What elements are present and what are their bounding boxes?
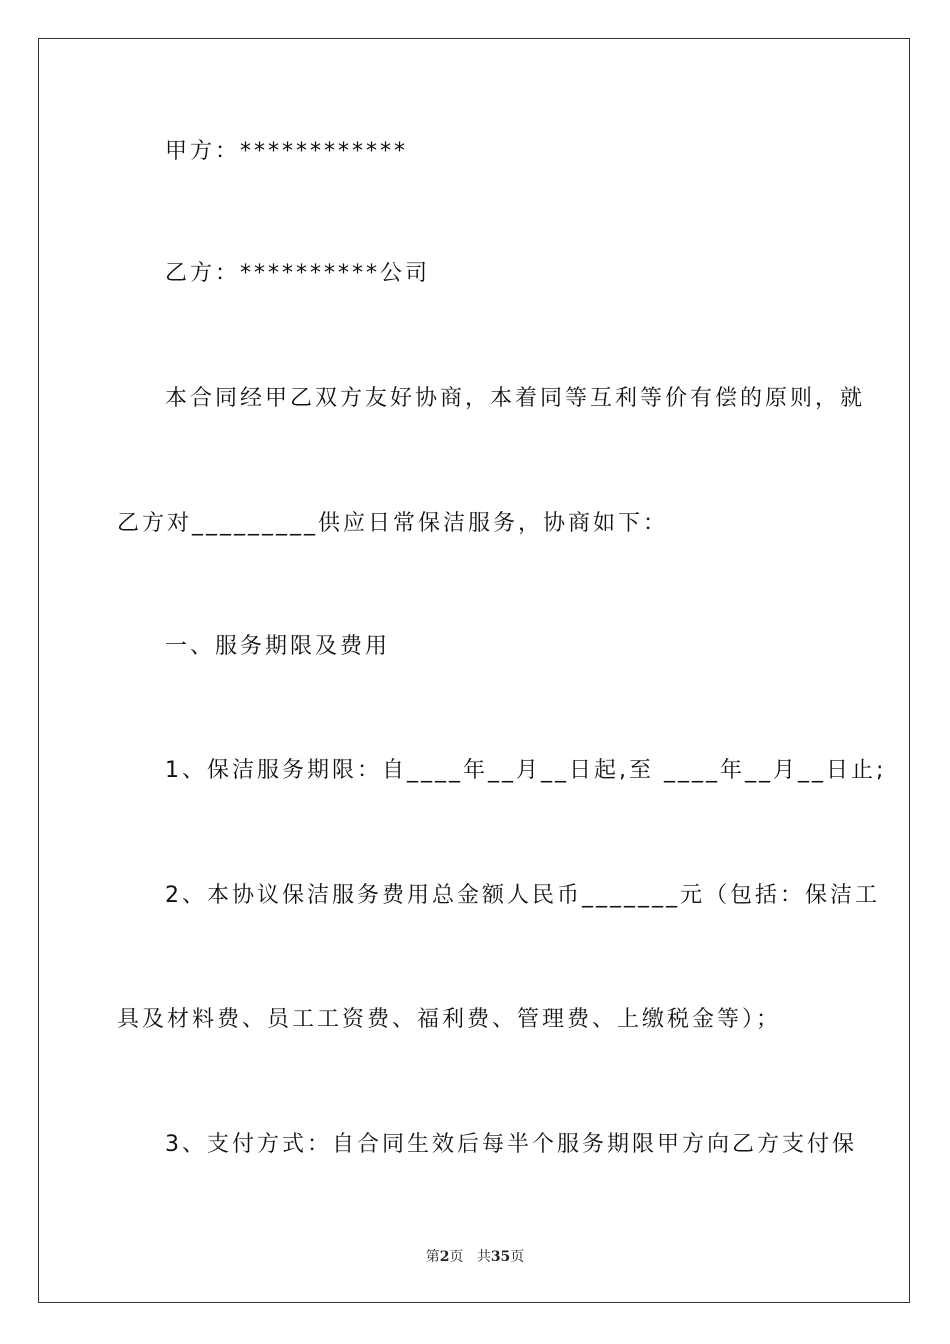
clause-2-fee-line-1: 2、本协议保洁服务费用总金额人民币_______元（包括：保洁工	[165, 883, 880, 908]
footer-page-suffix: 页	[449, 1249, 464, 1265]
party-b-line: 乙方：**********公司	[165, 261, 431, 286]
footer-page-prefix: 第	[425, 1249, 440, 1265]
clause-1-service-period: 1、保洁服务期限：自____年__月__日起,至 ____年__月__日止;	[165, 758, 887, 783]
party-a-line: 甲方：************	[165, 139, 409, 164]
page-footer	[0, 1246, 950, 1266]
section-1-heading: 一、服务期限及费用	[165, 634, 391, 659]
intro-paragraph-line-1: 本合同经甲乙双方友好协商，本着同等互利等价有偿的原则，就	[165, 386, 866, 411]
footer-page-number: 2	[439, 1249, 450, 1265]
clause-2-fee-line-2: 具及材料费、员工工资费、福利费、管理费、上缴税金等）；	[117, 1007, 782, 1032]
page-frame	[38, 38, 910, 1303]
intro-paragraph-line-2: 乙方对_________供应日常保洁服务，协商如下：	[117, 511, 669, 536]
footer-total-pages: 35	[490, 1249, 511, 1265]
footer-total-prefix: 共	[476, 1249, 491, 1265]
clause-3-payment-line-1: 3、支付方式：自合同生效后每半个服务期限甲方向乙方支付保	[165, 1132, 857, 1157]
footer-total-suffix: 页	[510, 1249, 525, 1265]
